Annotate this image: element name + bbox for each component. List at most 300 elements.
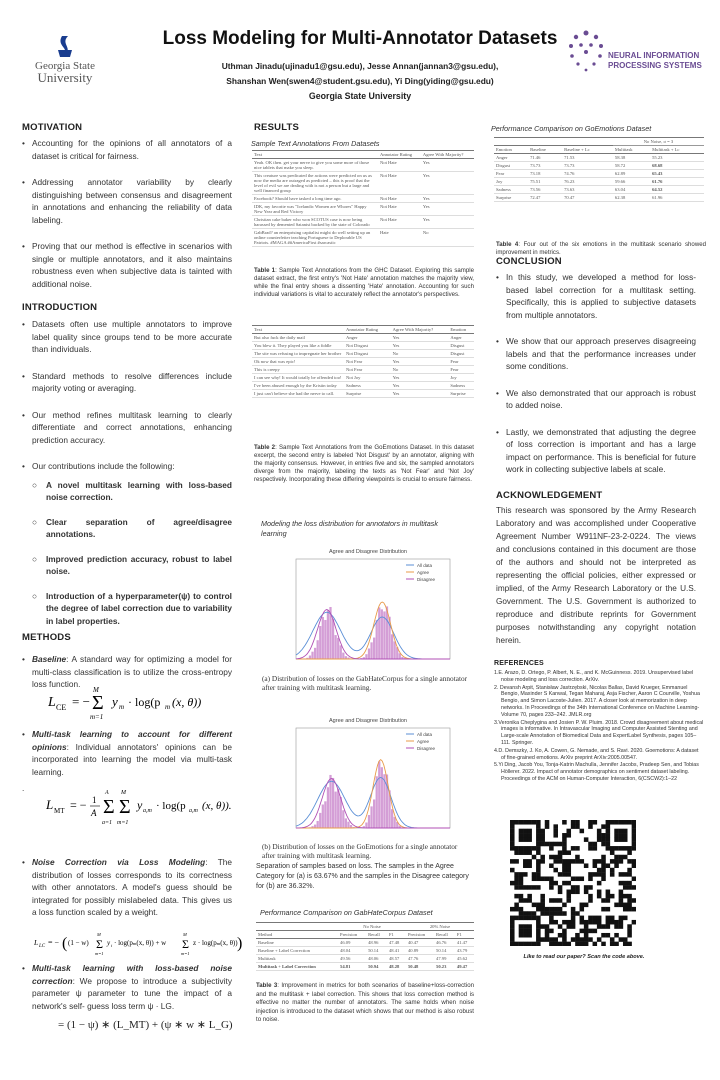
qr-module [523,820,528,825]
qr-module [623,942,628,946]
qr-module [588,898,593,903]
qr-module [571,937,576,942]
qr-module [514,903,519,908]
qr-module [619,903,624,908]
qr-module [580,903,585,908]
qr-module [519,916,524,921]
qr-module [566,942,571,946]
contribution-item: ○ A novel multitask learning with loss-based noise correction. [32,479,232,504]
svg-text:M: M [97,932,101,937]
qr-module [597,894,602,899]
qr-module [536,872,541,877]
qr-module [610,868,615,873]
qr-module [532,942,537,946]
table2-cell: Anger [344,334,391,342]
qr-module [536,863,541,868]
qr-module [545,933,550,938]
qr-module [597,837,602,842]
table1-grid [252,150,474,247]
table2-row [252,334,474,342]
table2 [252,325,474,398]
qr-module [588,842,593,847]
qr-module [632,863,636,868]
reference-item: 5.Yi Ding, Jacob You, Tonja-Katrin Machulla, Jennifer Jacobs, Pradeep Sen, and Tobias Höllerer. 2022. Impact of annotator demographics on sentiment dataset labeling. Proceedings of the ACM on Human-Computer Interaction, 6(CSCW2):1–22 [494,762,699,782]
qr-module [562,859,567,864]
qr-module [540,833,545,838]
qr-module [527,911,532,916]
svg-text:Σ: Σ [182,937,189,951]
qr-module [575,876,580,881]
qr-module [588,929,593,934]
qr-module [614,859,619,864]
qr-module [619,920,624,925]
table3-cell: 54.81 [338,963,366,971]
qr-module [510,829,515,834]
qr-module [540,898,545,903]
qr-module [597,937,602,942]
qr-module [597,920,602,925]
acknowledgement-heading: ACKNOWLEDGEMENT [496,490,603,501]
qr-module [566,829,571,834]
qr-module [523,942,528,946]
table2-cell: I just can't believe she had the nerve to call. [252,390,344,398]
qr-module [601,933,606,938]
qr-module [619,846,624,851]
qr-module [536,920,541,925]
qr-module [519,898,524,903]
qr-module [519,929,524,934]
qr-module [606,898,611,903]
table1-cell: Not Hate [378,172,421,195]
table4-cell: 62.38 [613,194,650,202]
histogram-bar [365,823,367,828]
table4-cell: 72.47 [528,194,562,202]
qr-module [627,907,632,912]
qr-module [632,898,636,903]
table2-row [252,342,474,350]
table2-cell: Joy [448,374,474,382]
qr-module [575,890,580,895]
qr-module [571,916,576,921]
legend-label: All data [417,732,433,737]
t2-header: Annotator Rating [344,326,391,334]
qr-module [619,898,624,903]
qr-module [580,920,585,925]
qr-module [527,846,532,851]
svg-text:y: y [137,798,143,812]
qr-module [584,937,589,942]
qr-module [549,842,554,847]
conclusion-heading: CONCLUSION [496,256,562,267]
qr-module [540,859,545,864]
qr-module [536,829,541,834]
qr-module [540,903,545,908]
table2-row [252,382,474,390]
qr-module [562,920,567,925]
qr-module [571,911,576,916]
introduction-item: • Standard methods to resolve differences include majority voting or averaging. [22,370,232,395]
qr-module [571,859,576,864]
qr-module [514,885,519,890]
qr-module [532,846,537,851]
qr-module [562,820,567,825]
table1-caption-text: : Sample Text Annotations from the GHC Dataset. Exploring this sample dataset extract, the first entry's 'Not Hate' annotation matches the majority view, while the final entry shows a dissenting 'Hate' annotation. Accounting for such individual variations is vital to accurately reflect the annotator's perspectives. [254,267,475,299]
table2-cell: Yes [391,390,449,398]
qr-module [523,872,528,877]
table2-cell: Sadness [448,382,474,390]
conclusion-list [496,271,696,476]
table2-row [252,366,474,374]
qr-module [549,885,554,890]
methods-mtlnc [22,962,232,1026]
qr-code[interactable] [510,820,636,946]
qr-module [584,863,589,868]
svg-text:Σ: Σ [96,937,103,951]
mtlnc-text: : We propose to introduce a subjectivity parameter ψ parameter to tune the impact of a network's self- guess loss term ψ · LG. [32,975,232,1011]
table2-label: Table 2 [254,444,276,451]
qr-module [619,881,624,886]
figure-a [278,543,458,671]
qr-module [619,916,624,921]
qr-module [523,885,528,890]
t1-header: Text [252,151,378,159]
references-list [494,670,704,783]
qr-module [610,820,615,825]
qr-module [623,846,628,851]
table4-row [494,194,704,202]
contributions-list [32,479,232,628]
table4-row [494,186,704,194]
svg-text:): ) [237,935,243,952]
table1-cell: Yes [421,159,474,172]
qr-module [623,894,628,899]
histogram-bar [322,617,324,659]
qr-module [614,846,619,851]
equation-mt [46,783,246,836]
qr-module [632,824,636,829]
qr-module [514,907,519,912]
qr-module [514,942,519,946]
qr-module [510,859,515,864]
qr-module [510,881,515,886]
table2-cell: I can see why! It would totally be offended too! [252,374,344,382]
qr-module [519,846,524,851]
table1-row [252,195,474,203]
equation-final-text: = (1 − ψ) ∗ (L_MT) + (ψ ∗ w ∗ L_G) [58,1019,233,1031]
qr-module [562,837,567,842]
qr-module [519,924,524,929]
qr-module [549,907,554,912]
histogram-bar [309,656,311,659]
qr-module [627,859,632,864]
table2-cell: Disgust [448,342,474,350]
table3-cell: 47.99 [434,955,455,963]
qr-module [597,872,602,877]
qr-module [545,824,550,829]
table4-cell: 73.73 [562,162,613,170]
qr-module [580,916,585,921]
table1-cell: Facebook? Should have tasked a long time ago. [252,195,378,203]
qr-module [523,829,528,834]
qr-module [558,842,563,847]
svg-text:m=1: m=1 [95,951,104,956]
histogram-bar [340,645,342,659]
qr-module [536,933,541,938]
reference-item: 3.Veronika Cheplygina and Josien P. W. Pluim. 2018. Crowd disagreement about medical images is informative. In Intravascular Imaging and Computer Assisted Stenting and Large-scale Annotation of Biomedical Data and ExpertLabel Synthesis, pages 105–111. Springer. [494,719,704,746]
histogram-bar [314,825,316,828]
mtl-list [22,728,232,778]
qr-module [588,820,593,825]
table2-row [252,374,474,382]
qr-module [519,911,524,916]
svg-text:MT: MT [54,807,65,815]
qr-module [558,933,563,938]
qr-module [601,855,606,860]
legend-label: All data [417,563,433,568]
table1-cell: Not Hate [378,203,421,216]
t3-corner [256,923,338,931]
qr-module [558,859,563,864]
qr-module [614,837,619,842]
qr-module [580,876,585,881]
t3-group-1: No Noise [338,923,406,931]
qr-module [580,937,585,942]
qr-module [532,916,537,921]
histogram-bar [378,761,380,828]
table3-cell: 50.94 [366,963,387,971]
table4-cell: Joy [494,178,528,186]
methods-heading: METHODS [22,632,71,643]
t3-header: Precision [338,931,366,939]
qr-module [558,850,563,855]
histogram-bar [368,815,370,828]
qr-module [606,890,611,895]
baseline-term: Baseline [32,654,67,664]
qr-module [553,829,558,834]
qr-module [580,829,585,834]
qr-module [540,842,545,847]
qr-module [593,820,598,825]
qr-module [527,885,532,890]
table4-cell: 75.51 [528,178,562,186]
introduction-item: • Our method refines multitask learning to clearly differentiate and correct annotations, enhancing prediction accuracy. [22,409,232,447]
qr-module [632,833,636,838]
qr-module [575,885,580,890]
svg-text:(: ( [62,935,68,952]
reference-item: 4.D. Demszky, J. Ko, A. Cowen, G. Nemade, and S. Ravi. 2020. Goemotions: A dataset of fine-grained emotions. ArXiv preprint ArXiv:2005.00547. [494,747,699,761]
qr-module [545,876,550,881]
qr-module [571,920,576,925]
qr-module [588,916,593,921]
table3-cell: 46.09 [338,939,366,947]
qr-code-image [510,820,636,946]
table1-cell: Yes [421,203,474,216]
qr-module [553,907,558,912]
qr-module [549,937,554,942]
table3-cell: 47.48 [387,939,406,947]
qr-module [510,907,515,912]
qr-module [584,885,589,890]
qr-module [519,894,524,899]
svg-text:Σ: Σ [119,796,131,818]
svg-text:M: M [121,790,126,796]
qr-module [527,837,532,842]
qr-module [597,924,602,929]
table4-cell: 76.23 [562,178,613,186]
svg-text:1: 1 [92,795,97,805]
references-heading: REFERENCES [494,660,544,667]
qr-module [562,833,567,838]
table3 [256,922,474,971]
histogram-bar [381,767,383,828]
motivation-item: • Accounting for the opinions of all annotators of a dataset is critical for fairness. [22,137,232,162]
qr-module [601,907,606,912]
svg-text:= −: = − [48,938,60,947]
qr-module [623,903,628,908]
qr-module [601,859,606,864]
qr-module [601,876,606,881]
qr-module [588,920,593,925]
qr-module [601,924,606,929]
table3-cell: 48.41 [387,947,406,955]
qr-module [627,868,632,873]
introduction-section [22,302,232,639]
table1-cell: GabBrad? an enterprising capitalist might do well setting up an online counterfeiter teaching Portuguese to Deplorable US Patriots. #MAGA ##AmericaFirst #sarcastic [252,229,378,247]
qr-module [519,820,524,825]
qr-module [593,942,598,946]
table1-label: Table 1 [254,267,276,274]
table2-cell: Yes [391,382,449,390]
qr-module [523,850,528,855]
table4-label: Table 4 [496,241,519,248]
table3-cell: 49.47 [455,963,474,971]
qr-module [610,937,615,942]
contribution-item: ○ Improved prediction accuracy, robust to label noise. [32,553,232,578]
qr-module [540,894,545,899]
qr-module [519,833,524,838]
mtl-dot: . [22,783,25,793]
table2-cell: Not Fear [344,358,391,366]
qr-module [562,850,567,855]
table3-row [256,955,474,963]
qr-module [619,924,624,929]
contribution-item: ○ Clear separation of agree/disagree annotations. [32,516,232,541]
qr-module [606,916,611,921]
qr-module [558,885,563,890]
qr-module [510,824,515,829]
qr-module [558,911,563,916]
qr-module [614,933,619,938]
qr-module [527,859,532,864]
qr-module [593,842,598,847]
qr-module [623,833,628,838]
table1-row [252,216,474,229]
table3-cell: Multitask + Label Correction [256,963,338,971]
table1-cell: Christian cake baker who won SCOTUS case is now being harassed by demented Satanist backed by the state of Colorado [252,216,378,229]
figure-b [278,712,458,840]
qr-module [601,942,606,946]
qr-module [614,942,619,946]
histogram-bar [337,638,339,659]
t4-header: Emotion [494,146,528,154]
table2-cell: You blew it. They played you like a fiddle [252,342,344,350]
qr-module [510,937,515,942]
qr-module [623,872,628,877]
motivation-item: • Proving that our method is effective in scenarios with single or multiple annotators, and it also maintains robustness even when subjective data is tainted with additional noise. [22,240,232,290]
qr-module [562,881,567,886]
table3-cell: 45.62 [455,955,474,963]
svg-text:y: y [112,694,118,709]
qr-module [549,876,554,881]
qr-module [606,820,611,825]
qr-module [566,868,571,873]
qr-module [553,824,558,829]
t4-header: Multitask [613,146,650,154]
qr-module [514,846,519,851]
qr-module [527,916,532,921]
qr-module [519,881,524,886]
qr-module [532,911,537,916]
qr-module [588,885,593,890]
qr-module [532,876,537,881]
acknowledgement-text: This research was sponsored by the Army Research Laboratory and was accomplished under Cooperative Agreement Number W911NF-23-2-0224. The views and conclusions contained in this document are those of the authors and should not be interpreted as representing the official policies, either expressed or implied, of the Army Research Laboratory or the U.S. Government. The U.S. Government is authorized to reproduce and distribute reprints for Government purposes notwithstanding any copyright notation herein. [496,506,696,645]
qr-module [536,842,541,847]
t3-header: Recall [434,931,455,939]
svg-text:(x, θ)): (x, θ)) [172,695,202,709]
qr-module [623,837,628,842]
svg-text:a,m: a,m [189,808,198,814]
qr-module [558,855,563,860]
table2-cell: Not Disgust [344,350,391,358]
conclusion-item: • We also demonstrated that our approach is robust to added noise. [496,387,696,412]
histogram-bar [319,626,321,659]
qr-module [562,846,567,851]
svg-text:(1 − w): (1 − w) [68,939,89,947]
qr-module [545,907,550,912]
svg-text:m=1: m=1 [117,820,129,826]
gsu-logo-text-2: University [37,70,93,85]
gsu-logo-text-1: Georgia State [35,60,95,72]
authors-line-2: Shanshan Wen(swen4@student.gsu.edu), Yi Ding(yiding@gsu.edu) [226,76,494,86]
qr-module [614,920,619,925]
qr-module [527,829,532,834]
qr-module [558,890,563,895]
table4-cell: 70.47 [562,194,613,202]
qr-module [536,876,541,881]
svg-text:m=1: m=1 [181,951,190,956]
svg-text:CE: CE [56,703,67,712]
qr-module [601,872,606,877]
svg-text:L: L [34,938,39,947]
qr-module [575,859,580,864]
qr-module [575,855,580,860]
qr-module [510,916,515,921]
qr-module [527,894,532,899]
qr-module [514,859,519,864]
table4-row [494,170,704,178]
svg-text:· log(p: · log(p [128,695,161,709]
neurips-text-2: PROCESSING SYSTEMS [608,61,702,70]
histogram-bar [324,801,326,828]
table4-cell: 61.96 [650,194,704,202]
qr-module [527,863,532,868]
histogram-bar [376,620,378,659]
qr-module [632,885,636,890]
qr-module [597,916,602,921]
qr-module [627,894,632,899]
qr-module [536,937,541,942]
qr-module [562,937,567,942]
